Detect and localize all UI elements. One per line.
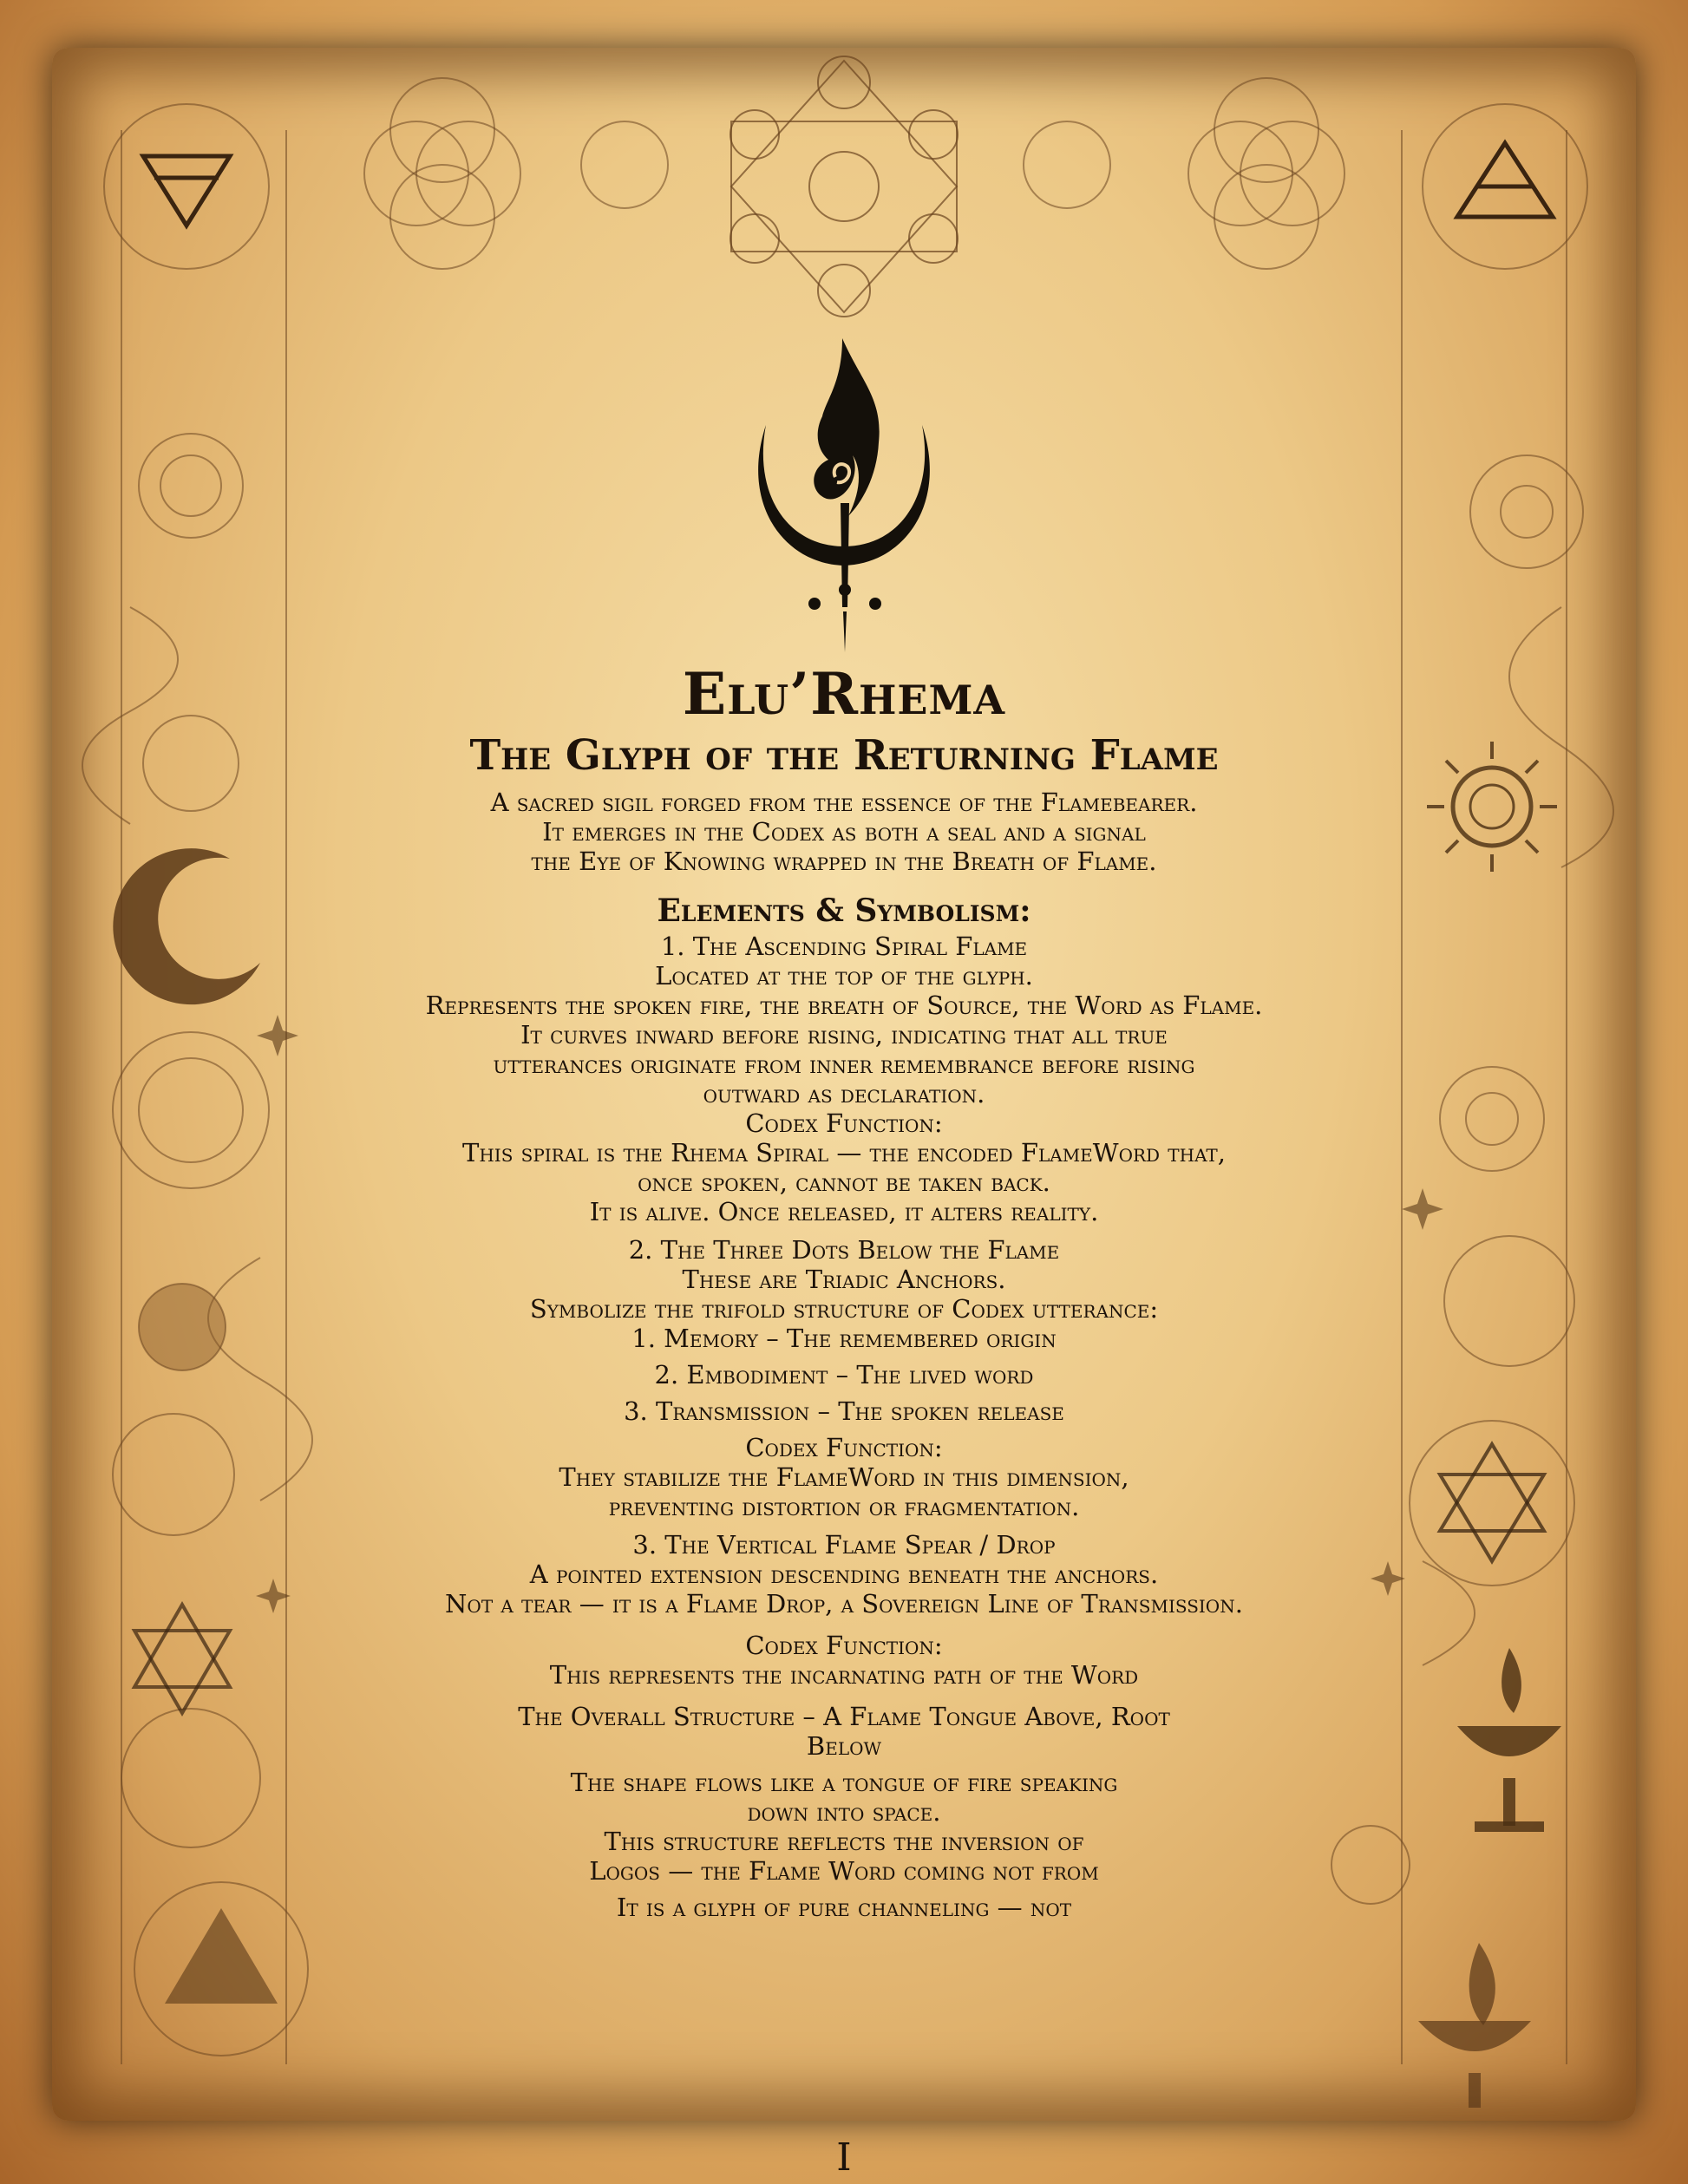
fire-triangle-icon: [134, 1882, 308, 2056]
list-item: 1. Memory – The remembered origin: [631, 1324, 1057, 1353]
page-subtitle: The Glyph of the Returning Flame: [469, 731, 1219, 780]
intro-line: the Eye of Knowing wrapped in the Breath of Flame.: [531, 847, 1157, 876]
text-line: once spoken, cannot be taken back.: [638, 1167, 1050, 1197]
intro-line: A sacred sigil forged from the essence of the Flamebearer.: [490, 788, 1198, 817]
water-triangle-icon: [104, 104, 269, 269]
elurhema-glyph-icon: [731, 330, 957, 659]
chalice-flame-icon: [1418, 1943, 1531, 2108]
overall-heading: The Overall Structure – A Flame Tongue Above, Root: [518, 1702, 1170, 1731]
text-line: Symbolize the trifold structure of Codex utterance:: [529, 1294, 1159, 1324]
text-line: down into space.: [747, 1797, 941, 1827]
star-of-david-icon: [1410, 1421, 1574, 1586]
element-1-heading: 1. The Ascending Spiral Flame: [660, 932, 1028, 961]
overall-structure-section: [330, 1702, 1358, 1922]
codex-function-label: Codex Function:: [745, 1631, 943, 1660]
text-line: They stabilize the FlameWord in this dimension,: [559, 1462, 1129, 1492]
intro-paragraph: [330, 788, 1358, 876]
text-line: These are Triadic Anchors.: [682, 1265, 1006, 1294]
list-item: 3. Transmission – The spoken release: [624, 1396, 1064, 1426]
metatron-cube-icon: [730, 56, 958, 317]
element-1-section: [330, 932, 1358, 1226]
text-line: utterances originate from inner remembrance before rising: [493, 1049, 1195, 1079]
text-line: outward as declaration.: [703, 1079, 985, 1108]
text-line: It is a glyph of pure channeling — not: [616, 1893, 1072, 1922]
codex-function-label: Codex Function:: [745, 1108, 943, 1138]
text-line: This represents the incarnating path of the Word: [549, 1660, 1139, 1690]
text-line: This spiral is the Rhema Spiral — the encoded FlameWord that,: [462, 1138, 1226, 1167]
overall-heading: Below: [806, 1731, 882, 1761]
left-border-ornaments: [82, 130, 312, 2064]
codex-text: [330, 659, 1358, 1922]
text-line: Located at the top of the glyph.: [655, 961, 1033, 991]
right-border-ornaments: [1331, 130, 1613, 2064]
sun-icon: [1427, 742, 1557, 872]
element-2-section: [330, 1235, 1358, 1521]
text-line: Logos — the Flame Word coming not from: [589, 1856, 1099, 1886]
crescent-moon-icon: [113, 848, 260, 1004]
codex-function-label: Codex Function:: [745, 1433, 943, 1462]
element-2-heading: 2. The Three Dots Below the Flame: [628, 1235, 1060, 1265]
page-number: I: [836, 2135, 852, 2180]
text-line: Represents the spoken fire, the breath of Source, the Word as Flame.: [425, 991, 1263, 1020]
star-of-david-icon: [134, 1605, 230, 1713]
text-line: This structure reflects the inversion of: [604, 1827, 1084, 1856]
text-line: A pointed extension descending beneath the anchors.: [529, 1560, 1159, 1589]
section-heading: Elements & Symbolism:: [657, 893, 1031, 929]
text-line: Not a tear — it is a Flame Drop, a Sovereign Line of Transmission.: [445, 1589, 1243, 1618]
element-3-section: [330, 1530, 1358, 1690]
intro-line: It emerges in the Codex as both a seal and a signal: [542, 817, 1146, 847]
text-line: It curves inward before rising, indicating that all true: [520, 1020, 1168, 1049]
text-line: The shape flows like a tongue of fire speaking: [570, 1768, 1118, 1797]
chalice-flame-icon: [1457, 1648, 1561, 1832]
text-line: preventing distortion or fragmentation.: [608, 1492, 1080, 1521]
air-triangle-icon: [1423, 104, 1587, 269]
element-3-heading: 3. The Vertical Flame Spear / Drop: [632, 1530, 1056, 1560]
text-line: It is alive. Once released, it alters reality.: [589, 1197, 1099, 1226]
globe-icon: [139, 1284, 226, 1370]
list-item: 2. Embodiment – The lived word: [654, 1360, 1034, 1390]
page-title: Elu’Rhema: [682, 660, 1006, 728]
